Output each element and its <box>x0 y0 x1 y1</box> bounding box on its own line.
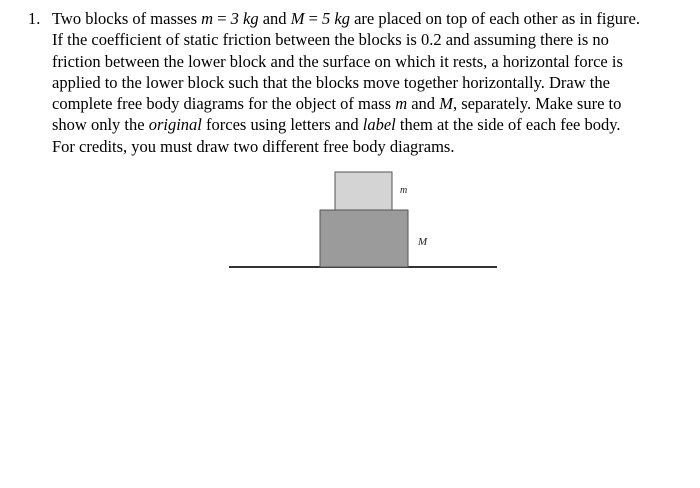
statement-text: them at the side of each fee body. <box>395 115 621 135</box>
statement-text: show only the <box>52 115 149 135</box>
statement-text: complete free body diagrams for the object of mass <box>52 94 396 114</box>
statement-text: forces using letters and <box>201 115 363 135</box>
upper-block-m <box>335 172 392 210</box>
statement-italic-text: original <box>148 115 202 135</box>
statement-italic-text: M <box>290 9 305 28</box>
statement-text: , separately. Make sure to <box>452 94 622 114</box>
statement-text: friction between the lower block and the surface on which it rests, a horizontal force is <box>52 51 623 71</box>
statement-text: For credits, you must draw two different free body diagrams. <box>52 136 455 156</box>
problem-number: 1. <box>28 9 41 28</box>
lower-block-M <box>320 210 408 267</box>
statement-text: Two blocks of masses <box>52 9 202 28</box>
statement-italic-text: M <box>439 94 453 114</box>
statement-italic-text: 3 kg <box>230 9 259 28</box>
statement-text: are placed on top of each other as in figure. <box>349 9 640 28</box>
statement-text: = <box>304 9 322 28</box>
statement-text: and <box>407 94 440 114</box>
statement-italic-text: 5 kg <box>322 9 350 28</box>
lower-block-label: M <box>418 236 428 248</box>
upper-block-label: m <box>400 185 408 196</box>
statement-italic-text: m <box>395 94 408 114</box>
statement-italic-text: m <box>201 9 214 28</box>
statement-italic-text: label <box>362 115 396 135</box>
statement-text: and <box>258 9 291 28</box>
statement-text: If the coefficient of static friction between the blocks is 0.2 and assuming there is no <box>52 30 609 50</box>
statement-text: = <box>213 9 231 28</box>
statement-text: applied to the lower block such that the blocks move together horizontally. Draw the <box>52 72 610 92</box>
